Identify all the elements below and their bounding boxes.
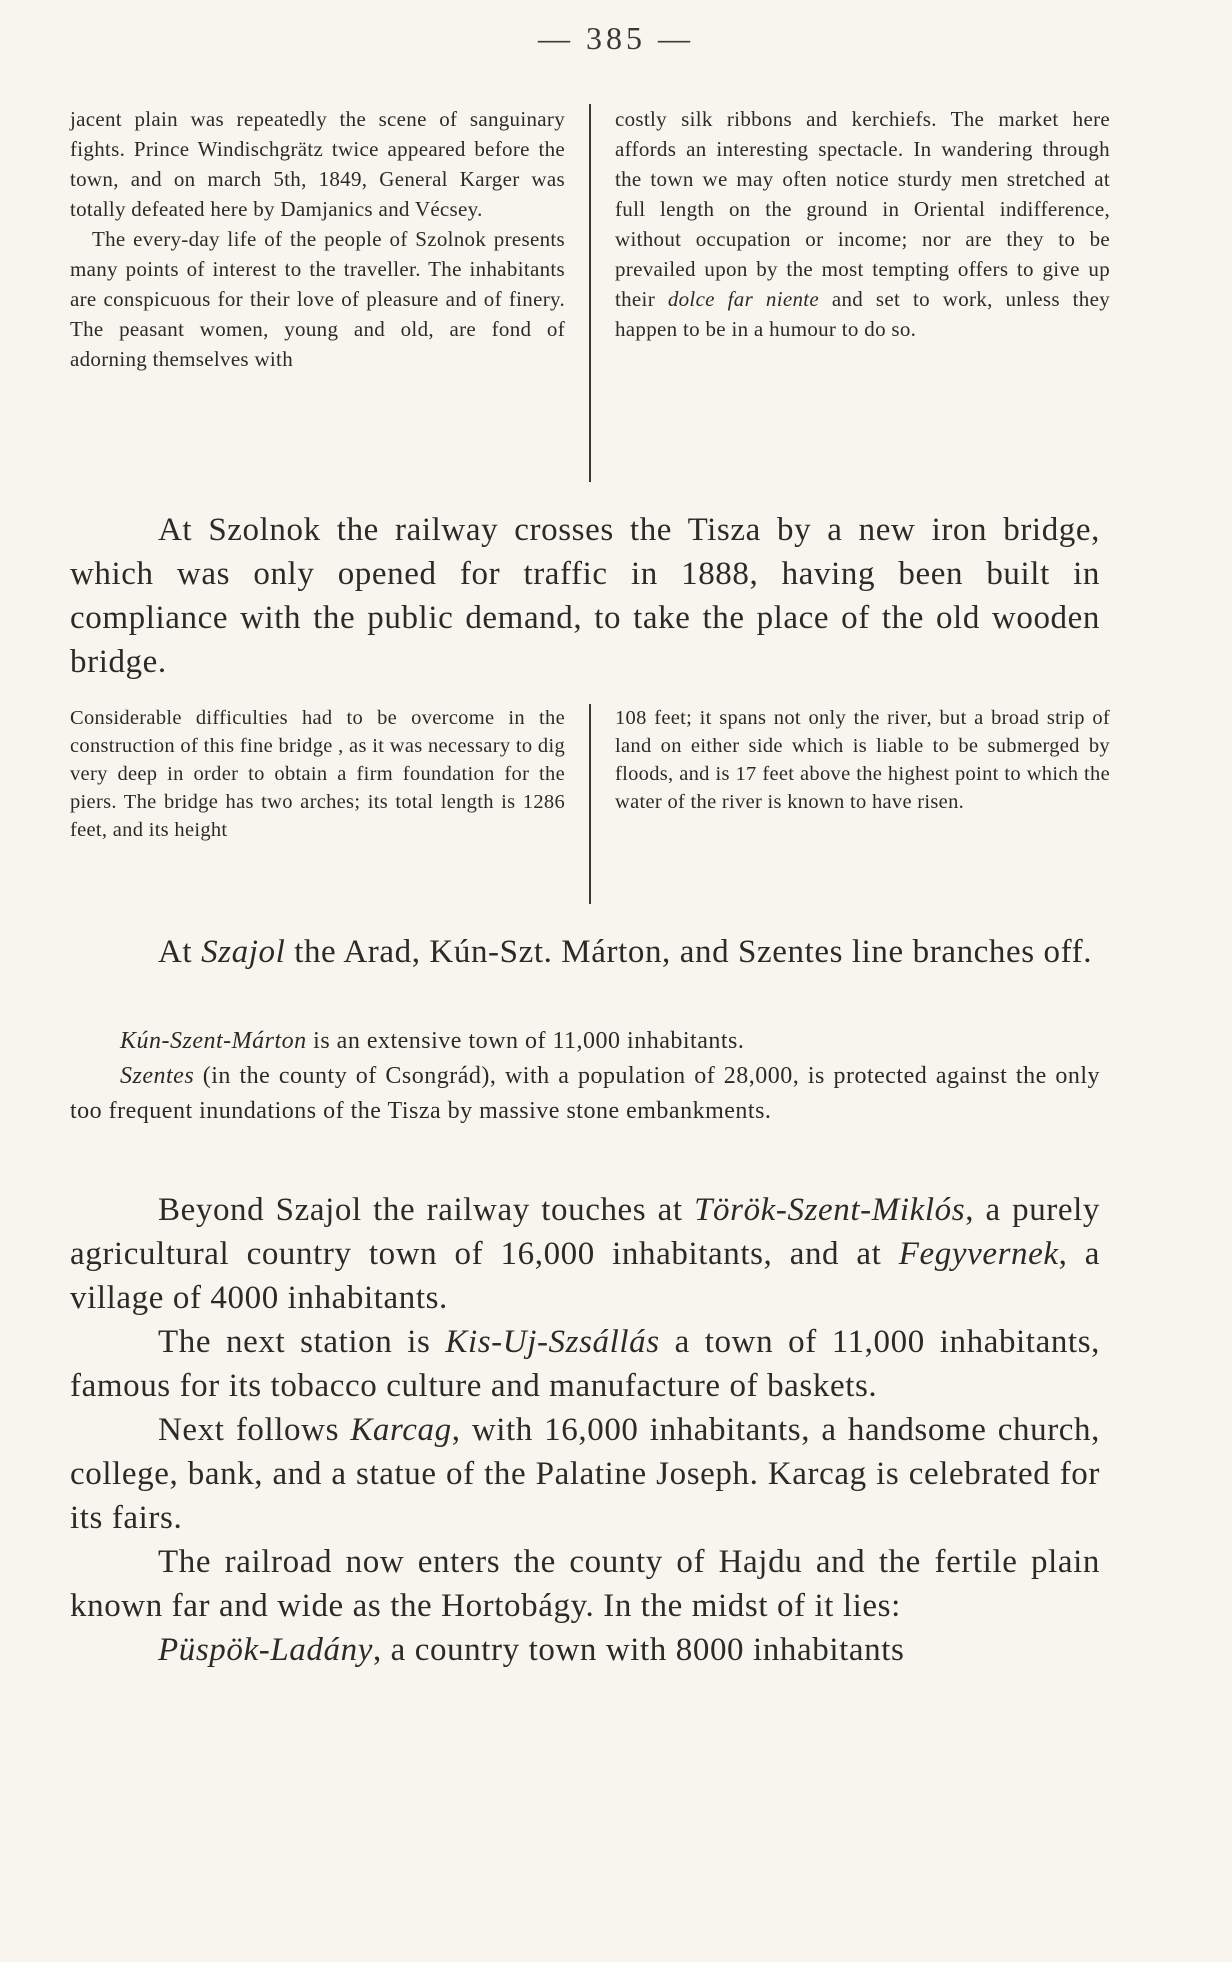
right-column [615, 104, 1110, 344]
paragraph-szentes: Szentes (in the county of Csongrád), with a population of 28,000, is protected against the only too frequent inundations of the Tisza by massive stone embankments. [70, 1063, 1100, 1124]
two-column-block-1 [70, 104, 1111, 484]
column-divider-2 [589, 704, 591, 904]
paragraph-kis-uj-szallas: The next station is Kis-Uj-Szsállás a town of 11,000 inhabitants, famous for its tobacco culture and manufacture of baskets. [70, 1324, 1100, 1404]
left-column [70, 104, 565, 374]
paragraph-span: 108 feet; it spans not only the river, but a broad strip of land on either side which is liable to be submerged by floods, and is 17 feet above the highest point to which the water of the river is known to have risen. [615, 707, 1110, 813]
paragraph-karcag: Next follows Karcag, with 16,000 inhabitants, a handsome church, college, bank, and a statue of the Palatine Joseph. Karcag is celebrated for its fairs. [70, 1412, 1100, 1536]
paragraph-towns-block [70, 1024, 1100, 1129]
paragraph-railroad: The railroad now enters the county of Hajdu and the fertile plain known far and wide as the Hortobágy. In the midst of it lies: [70, 1544, 1100, 1624]
paragraph-kun-szent-marton: Kún-Szent-Márton is an extensive town of 11,000 inhabitants. [120, 1028, 745, 1054]
paragraph-battles: jacent plain was repeatedly the scene of sanguinary fights. Prince Windischgrätz twice appeared before the town, and on march 5th, 1849, General Karger was totally defeated here by Damjanics and Vécsey. [70, 107, 565, 221]
two-column-block-2 [70, 704, 1110, 914]
paragraph-bridge-block [70, 508, 1100, 684]
paragraph-construction: Considerable difficulties had to be overcome in the construction of this fine bridge , as it was necessary to dig very deep in order to obtain a firm foundation for the piers. The bridge has two arches; its total length is 1286 feet, and its height [70, 707, 565, 841]
left-column-2 [70, 704, 565, 844]
paragraph-szajol: At Szajol the Arad, Kún-Szt. Márton, and Szentes line branches off. [158, 934, 1093, 970]
paragraph-szajol-block [70, 930, 1100, 974]
paragraph-bridge: At Szolnok the railway crosses the Tisza by a new iron bridge, which was only opened for traffic in 1888, having been built in compliance with the public demand, to take the place of the old wooden bridge. [70, 512, 1100, 680]
right-column-2 [615, 704, 1110, 816]
paragraph-everyday-life: The every-day life of the people of Szolnok presents many points of interest to the traveller. The inhabitants are conspicuous for their love of pleasure and of finery. The peasant women, young and old, are fond of adorning themselves with [70, 227, 565, 371]
paragraph-market: costly silk ribbons and kerchiefs. The market here affords an interesting spectacle. In wandering through the town we may often notice sturdy men stretched at full length on the ground in Oriental indifference, without occupation or income; nor are they to be prevailed upon by the most tempting offers to give up their dolce far niente and set to work, unless they happen to be in a humour to do so. [615, 107, 1111, 341]
paragraph-beyond-szajol: Beyond Szajol the railway touches at Török-Szent-Miklós, a purely agricultural country town of 16,000 inhabitants, and at Fegyvernek, a village of 4000 inhabitants. [70, 1192, 1101, 1316]
paragraph-route-block [70, 1188, 1100, 1672]
column-divider [589, 104, 591, 482]
paragraph-puspok-ladany: Püspök-Ladány, a country town with 8000 inhabitants [158, 1632, 905, 1668]
page-number: — 385 — [538, 20, 694, 56]
